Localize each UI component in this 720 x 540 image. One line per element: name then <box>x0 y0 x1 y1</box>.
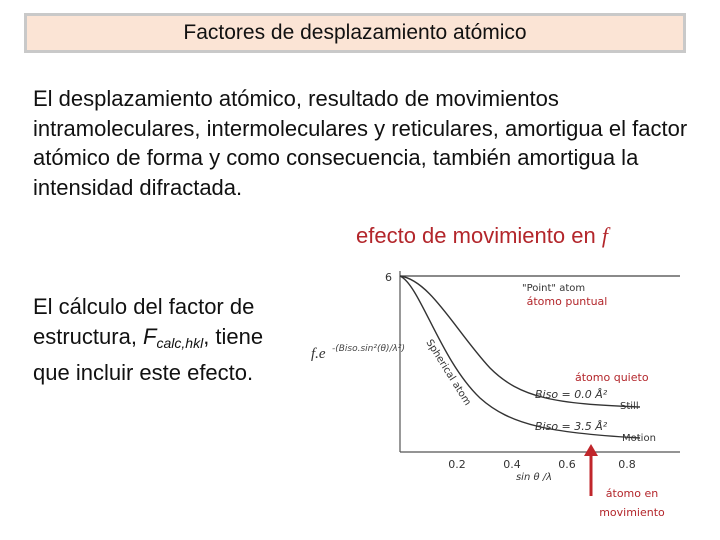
red-label-still-atom <box>575 371 649 384</box>
calc-paragraph <box>33 292 288 388</box>
calc-post: , tiene que incluir este efecto. <box>33 323 264 385</box>
x-tick-label: 0.6 <box>558 458 576 471</box>
slide-title-text: Factores de desplazamiento atómico <box>183 21 527 44</box>
point-atom-label: "Point" atom <box>522 283 586 294</box>
x-tick-label: 0.4 <box>503 458 521 471</box>
effect-label <box>356 223 608 249</box>
red-label-moving-atom-line2: movimiento <box>599 506 665 519</box>
effect-label-symbol: f <box>601 223 608 248</box>
motion-label: Motion <box>622 433 656 444</box>
red-label-point-atom: átomo puntual <box>526 295 608 308</box>
calc-F: F <box>143 323 157 349</box>
biso-still-label: Biso = 0.0 Å² <box>535 388 608 401</box>
formula-exponent: -(Biso.sin²(θ)/λ²) <box>332 344 405 354</box>
displacement-chart <box>300 258 720 540</box>
intro-paragraph: El desplazamiento atómico, resultado de movimientos intramoleculares, intermoleculares y reticulares, amortigua el factor atómico de forma y como consecuencia, también amortigua la intensidad difractada. <box>33 86 688 200</box>
red-label-moving-atom-line1: átomo en <box>605 487 659 500</box>
arrow-head-icon <box>584 444 598 456</box>
effect-label-text: efecto de movimiento en <box>356 223 602 248</box>
x-tick-label: 0.2 <box>448 458 466 471</box>
x-axis-label: sin θ /λ <box>515 472 553 483</box>
calc-sub: calc,hkl <box>156 334 204 351</box>
formula-label: f.e <box>311 346 326 362</box>
biso-motion-label: Biso = 3.5 Å² <box>535 420 608 433</box>
spherical-atom-label: Spherical atom <box>423 337 473 408</box>
red-label-still-atom-text: átomo quieto <box>575 371 649 384</box>
still-label: Still <box>620 401 639 412</box>
calc-pre: El cálculo del factor de estructura, <box>33 294 255 349</box>
x-tick-label: 0.8 <box>618 458 636 471</box>
x-ticks <box>448 458 636 471</box>
y-tick-label-6: 6 <box>385 271 392 284</box>
slide-title <box>24 13 686 53</box>
